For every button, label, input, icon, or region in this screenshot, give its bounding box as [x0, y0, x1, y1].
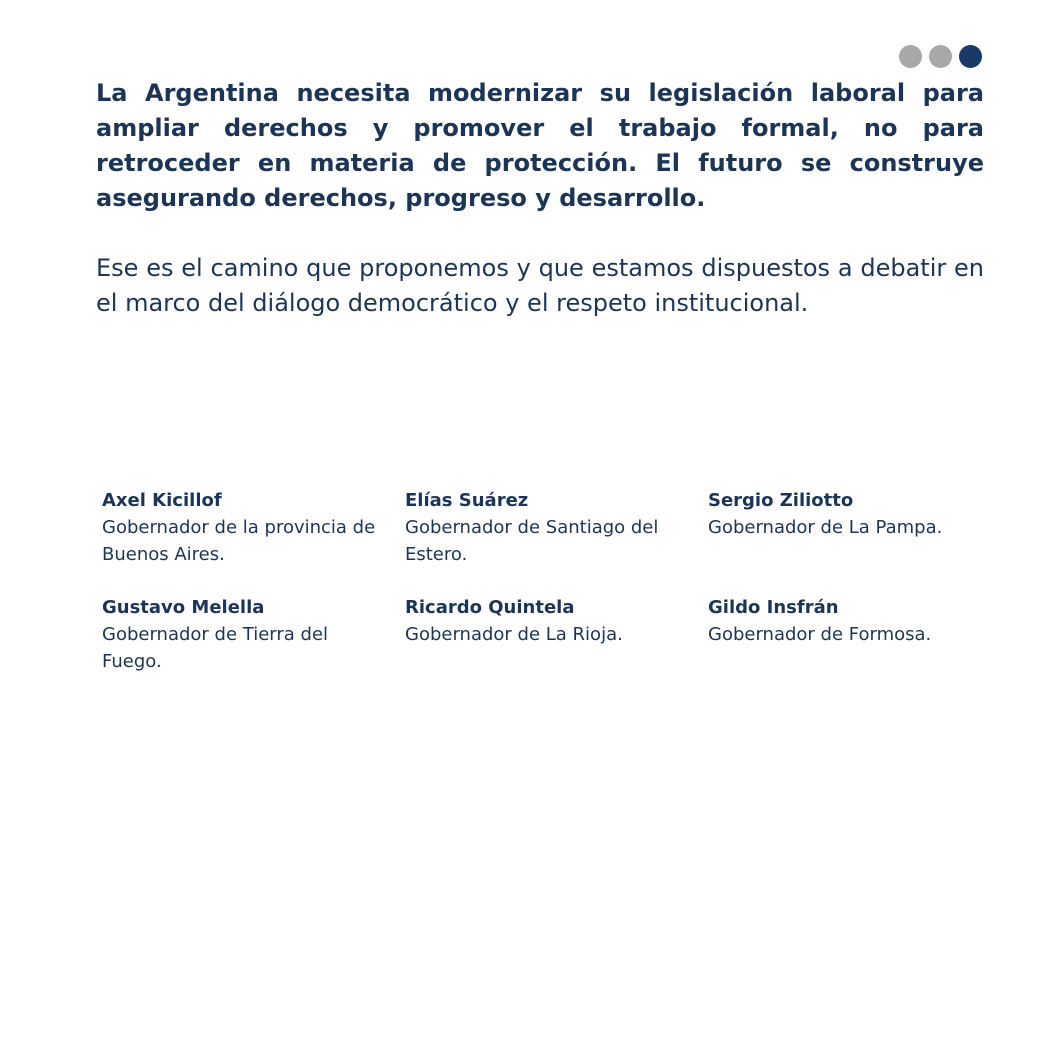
signer [405, 594, 708, 675]
signer-role: Gobernador de Formosa. [708, 624, 932, 645]
signer-name: Ricardo Quintela [405, 597, 575, 618]
signer-role: Gobernador de Santiago del Estero. [405, 517, 659, 565]
carousel-dot-1[interactable] [899, 45, 922, 68]
signer-name: Gildo Insfrán [708, 597, 839, 618]
signer-name: Elías Suárez [405, 490, 529, 511]
signer-role: Gobernador de la provincia de Buenos Aires. [102, 517, 376, 565]
signer [708, 487, 1002, 568]
carousel-dot-2[interactable] [929, 45, 952, 68]
statement-body: Ese es el camino que proponemos y que estamos dispuestos a debatir en el marco del diálogo democrático y el respeto institucional. [96, 254, 984, 317]
signer [405, 487, 708, 568]
carousel-indicator [899, 45, 982, 68]
signer-name: Axel Kicillof [102, 490, 222, 511]
carousel-dot-3-active[interactable] [959, 45, 982, 68]
signer-name: Gustavo Melella [102, 597, 265, 618]
signer [102, 487, 405, 568]
statement [96, 76, 984, 321]
signer [102, 594, 405, 675]
signer [708, 594, 1002, 675]
signers-list [102, 487, 1002, 675]
statement-lead: La Argentina necesita modernizar su legislación laboral para ampliar derechos y promover el trabajo formal, no para retroceder en materia de protección. El futuro se construye asegurando derechos, progreso y desarrollo. [96, 79, 984, 212]
signer-role: Gobernador de Tierra del Fuego. [102, 624, 329, 672]
signer-name: Sergio Ziliotto [708, 490, 854, 511]
signer-role: Gobernador de La Pampa. [708, 517, 943, 538]
signer-role: Gobernador de La Rioja. [405, 624, 623, 645]
